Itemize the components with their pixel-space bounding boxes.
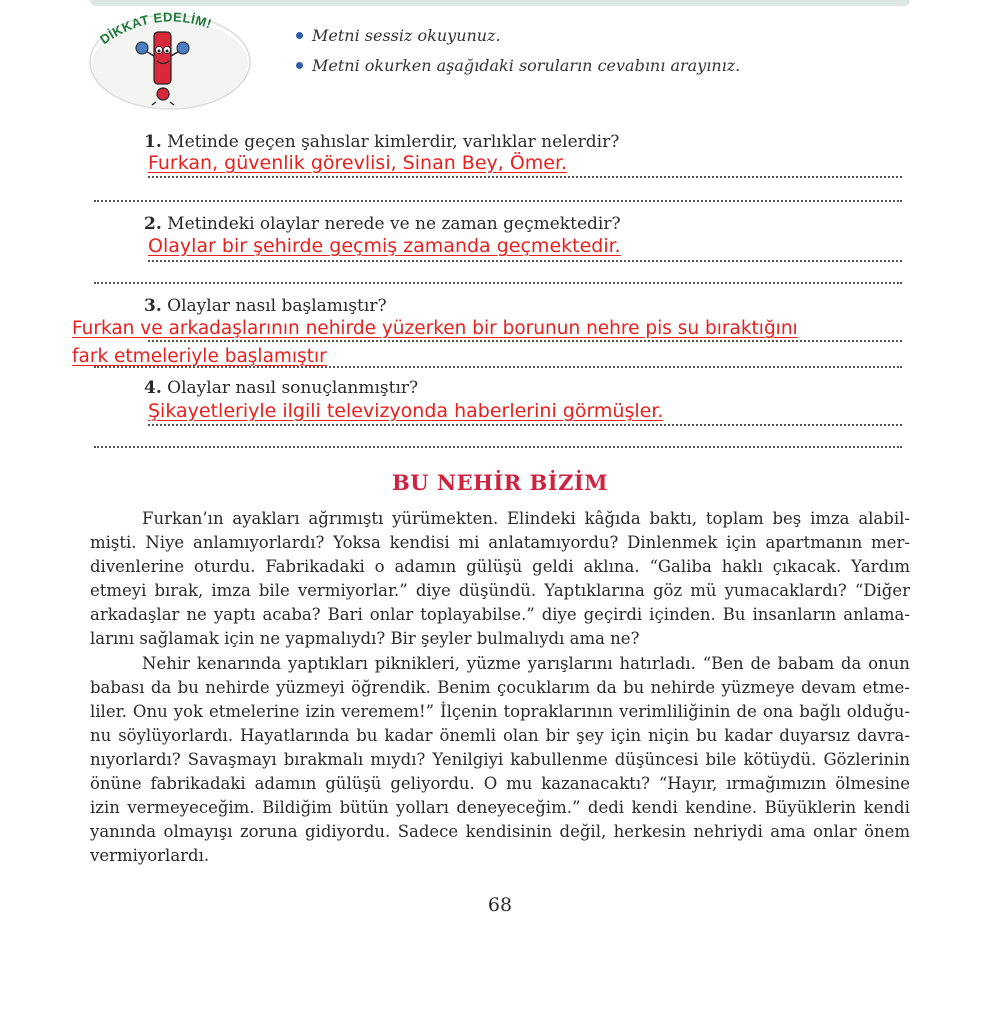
story-paragraph-1 xyxy=(90,507,910,652)
story-word: imza xyxy=(810,509,850,528)
story-word: vermeyeceğim. xyxy=(127,798,255,818)
badge-illustration xyxy=(88,6,252,110)
story-word: yolları xyxy=(396,798,449,818)
answer-line xyxy=(94,282,902,284)
story-word: toplam xyxy=(705,509,764,528)
story-word: kendi xyxy=(863,798,910,818)
instruction-text: Metni okurken aşağıdaki soruların cevabını arayınız. xyxy=(312,55,741,75)
story-word: düşüncesi xyxy=(614,749,699,769)
answer-line xyxy=(148,176,902,178)
story-word: herkesin xyxy=(613,822,687,842)
answer-line xyxy=(148,424,902,426)
story-word: bu xyxy=(623,677,645,697)
story-word: vermiyorlar.” xyxy=(297,581,408,601)
story-word: kenarında xyxy=(196,653,282,673)
story-word: kendisinin xyxy=(465,822,553,842)
story-word: yüzmeye xyxy=(721,677,795,697)
story-word: bile xyxy=(258,581,290,601)
story-word: “Diğer xyxy=(854,581,910,601)
story-word: geldi xyxy=(532,557,574,577)
instruction-item xyxy=(296,50,740,80)
story-line xyxy=(90,700,910,724)
story-word: insanların xyxy=(752,605,837,625)
story-word: mü xyxy=(690,581,717,601)
story-word: yaptı xyxy=(213,605,256,625)
question-1 xyxy=(144,132,619,152)
story-word: Büyüklerin xyxy=(764,798,857,818)
story-word: çocuklarım xyxy=(497,677,591,697)
story-word: piknikleri, xyxy=(374,653,460,673)
story-word: da xyxy=(596,677,617,697)
story-word: gülüşü xyxy=(466,557,523,577)
story-word: divenlerine xyxy=(90,557,185,577)
story-word: zoruna xyxy=(239,822,298,842)
story-word: düşündü. xyxy=(458,581,537,601)
instructions-list xyxy=(296,20,740,80)
story-word: Bu xyxy=(722,605,746,625)
story-word: etmeyi xyxy=(90,581,147,601)
story-title: BU NEHİR BİZİM xyxy=(392,470,608,495)
story-word: oturdu. xyxy=(194,557,256,577)
question-3 xyxy=(144,296,387,316)
bullet-icon xyxy=(296,32,303,39)
story-line xyxy=(90,724,910,748)
bullet-icon xyxy=(296,62,303,69)
question-text: Olaylar nasıl başlamıştır? xyxy=(167,296,387,316)
story-word: babası xyxy=(90,677,145,697)
story-word: bu xyxy=(177,677,199,697)
story-word: etmelerine xyxy=(208,701,300,721)
story-word: adamın xyxy=(254,774,317,794)
story-word: onlar xyxy=(813,822,857,842)
story-body xyxy=(90,507,910,868)
story-word: geçirdi xyxy=(583,605,643,625)
story-word: önemli xyxy=(439,725,496,745)
story-line xyxy=(90,748,910,772)
story-word: bağlı xyxy=(799,701,841,721)
story-word: izin xyxy=(90,798,120,818)
story-word: mu xyxy=(506,774,533,794)
question-4 xyxy=(144,378,418,398)
answer-2-line-1: Olaylar bir şehirde geçmiş zamanda geçmektedir. xyxy=(148,235,621,257)
story-word: bir xyxy=(545,725,570,745)
story-word: liler. xyxy=(90,701,127,721)
story-word: duyarsız xyxy=(779,725,850,745)
story-word: bu xyxy=(356,725,378,745)
story-word: hatırladı. xyxy=(619,653,696,673)
story-line xyxy=(90,676,910,700)
story-word: arkadaşlar xyxy=(90,605,180,625)
answer-line xyxy=(148,340,902,342)
question-number: 2. xyxy=(144,214,162,234)
story-word: mişti. xyxy=(90,533,137,553)
story-word: anlamıyorlardı? xyxy=(192,533,325,553)
badge-text: DİKKAT EDELİM! xyxy=(97,9,214,48)
story-word: kendi xyxy=(631,798,678,818)
answer-3-line-1: Furkan ve arkadaşlarının nehirde yüzerken bir borunun nehre pis su bıraktığını xyxy=(72,318,798,339)
story-word: mer- xyxy=(871,533,910,553)
story-word: Furkan’ın xyxy=(142,509,224,528)
story-word: babam xyxy=(777,653,835,673)
story-word: Bildiğim xyxy=(262,798,333,818)
page-number: 68 xyxy=(487,894,513,916)
story-line xyxy=(90,772,910,796)
story-word: söylüyorlardı. xyxy=(118,725,234,745)
story-word: Gözlerinin xyxy=(823,749,910,769)
story-word: beş xyxy=(772,509,802,528)
story-word: yarışlarını xyxy=(527,653,613,673)
story-word: şey xyxy=(576,725,604,745)
story-word: yumacaklardı? xyxy=(724,581,847,601)
story-word: çıkacak. xyxy=(772,557,842,577)
story-word: yüzmeyi xyxy=(276,677,345,697)
story-word: bırak, xyxy=(154,581,204,601)
story-word: alabil- xyxy=(858,509,910,528)
story-word: topraklarının xyxy=(503,701,614,721)
answer-4-line-1: Şikayetleriyle ilgili televizyonda haberlerini görmüşler. xyxy=(148,400,664,422)
story-word: kâğıda xyxy=(584,509,641,528)
story-word: fabrikadaki xyxy=(150,774,246,794)
story-word: Yoksa xyxy=(333,533,381,553)
story-word: anlama- xyxy=(843,605,910,625)
story-word: kazanacaktı? xyxy=(541,774,650,794)
story-line xyxy=(90,531,910,555)
story-word: gülüşü xyxy=(325,774,382,794)
story-word: Elindeki xyxy=(507,509,576,528)
story-word: olduğu- xyxy=(846,701,910,721)
story-word: kötüydü. xyxy=(743,749,817,769)
story-word: Benim xyxy=(437,677,491,697)
story-word: olmayışı xyxy=(163,822,233,842)
story-paragraph-2 xyxy=(90,652,910,869)
story-word: ayakları xyxy=(232,509,300,528)
story-word: göz xyxy=(652,581,683,601)
story-word: değil, xyxy=(559,822,607,842)
story-word: yürümekten. xyxy=(392,509,499,528)
story-word: devam xyxy=(801,677,857,697)
story-word: haklı xyxy=(721,557,763,577)
story-word: Bari xyxy=(327,605,363,625)
story-word: toplayabilse.” xyxy=(420,605,535,625)
story-word: diye xyxy=(415,581,451,601)
question-2 xyxy=(144,214,621,234)
story-word: baktı, xyxy=(649,509,698,528)
question-number: 1. xyxy=(144,132,162,152)
story-word: kabullenme xyxy=(510,749,608,769)
story-word: nıyorlardı? xyxy=(90,749,181,769)
story-word: öğrendik. xyxy=(351,677,431,697)
story-word: diye xyxy=(541,605,577,625)
story-word: ölmesine xyxy=(835,774,910,794)
story-word: “Hayır, xyxy=(658,774,718,794)
answer-line xyxy=(148,260,902,262)
story-word: nehriydi xyxy=(693,822,763,842)
question-text: Metinde geçen şahıslar kimlerdir, varlıklar nelerdir? xyxy=(167,132,620,152)
answer-3-line-2: fark etmeleriyle başlamıştır xyxy=(72,346,327,367)
story-word: da xyxy=(150,677,172,697)
answer-line xyxy=(94,200,902,202)
story-word: nehirde xyxy=(650,677,716,697)
story-word: de xyxy=(736,701,757,721)
story-word: “Ben xyxy=(702,653,744,673)
story-word: Dinlenmek xyxy=(627,533,718,553)
story-word: için xyxy=(610,725,642,745)
story-line: larını sağlamak için ne yapmalıydı? Bir şeyler bulmalıydı ama ne? xyxy=(90,629,640,649)
story-word: önem xyxy=(864,822,910,842)
story-word: yanında xyxy=(90,822,157,842)
story-word: izin xyxy=(305,701,336,721)
story-word: Onu xyxy=(132,701,168,721)
story-word: ama xyxy=(770,822,806,842)
story-word: de xyxy=(750,653,771,673)
story-line xyxy=(90,652,910,676)
story-word: gidiyordu. xyxy=(305,822,391,842)
story-word: aklına. xyxy=(583,557,640,577)
story-word: Yenilgiyi xyxy=(432,749,504,769)
dikkat-edelim-badge xyxy=(88,6,252,110)
story-line: vermiyorlardı. xyxy=(90,846,210,866)
story-word: imza xyxy=(211,581,251,601)
story-word: kendisi xyxy=(389,533,450,553)
question-number: 3. xyxy=(144,296,162,316)
story-word: Fabrikadaki xyxy=(265,557,365,577)
story-word: onun xyxy=(868,653,910,673)
story-word: ağrımıştı xyxy=(308,509,384,528)
instruction-item xyxy=(296,20,740,50)
question-text: Olaylar nasıl sonuçlanmıştır? xyxy=(167,378,419,398)
story-word: yaptıkları xyxy=(288,653,368,673)
story-word: geliyordu. xyxy=(390,774,475,794)
question-number: 4. xyxy=(144,378,162,398)
instruction-text: Metni sessiz okuyunuz. xyxy=(312,25,501,45)
story-word: nehirde xyxy=(205,677,270,697)
answer-line xyxy=(94,446,902,448)
story-word: mıydı? xyxy=(370,749,426,769)
story-word: acaba? xyxy=(262,605,321,625)
story-word: Hayatlarında xyxy=(240,725,350,745)
story-word: bütün xyxy=(339,798,389,818)
story-word: Savaşmayı xyxy=(187,749,277,769)
story-word: Yaptıklarına xyxy=(544,581,645,601)
story-word: kendine. xyxy=(685,798,758,818)
story-line xyxy=(90,579,910,603)
story-word: Nehir xyxy=(142,653,190,673)
story-word: mi xyxy=(458,533,480,553)
story-word: veremem!” xyxy=(341,701,435,721)
story-word: apartmanın xyxy=(765,533,863,553)
story-word: ne xyxy=(186,605,207,625)
story-word: dedi xyxy=(587,798,625,818)
story-line xyxy=(90,555,910,579)
story-word: içinden. xyxy=(649,605,716,625)
story-word: “Galiba xyxy=(649,557,712,577)
story-word: bile xyxy=(705,749,737,769)
story-word: nu xyxy=(90,725,112,745)
story-word: İlçenin xyxy=(440,701,498,721)
answer-line xyxy=(94,366,902,368)
story-word: Sadece xyxy=(397,822,459,842)
story-word: Yardım xyxy=(851,557,910,577)
story-word: ırmağımızın xyxy=(726,774,827,794)
story-word: kadar xyxy=(384,725,433,745)
story-word: bırakmalı xyxy=(283,749,364,769)
story-word: O xyxy=(483,774,498,794)
story-word: da xyxy=(840,653,862,673)
story-word: olan xyxy=(502,725,539,745)
story-word: o xyxy=(374,557,385,577)
story-word: kadar xyxy=(724,725,773,745)
story-word: anlatamıyordu? xyxy=(488,533,619,553)
story-word: niçin xyxy=(648,725,690,745)
story-line xyxy=(90,603,910,627)
story-word: yüzme xyxy=(466,653,521,673)
story-word: davra- xyxy=(856,725,910,745)
story-line xyxy=(90,796,910,820)
story-word: için xyxy=(726,533,757,553)
answer-1-line-1: Furkan, güvenlik görevlisi, Sinan Bey, Ömer. xyxy=(148,152,568,174)
story-word: Niye xyxy=(145,533,185,553)
story-word: önüne xyxy=(90,774,142,794)
story-word: deneyeceğim.” xyxy=(456,798,581,818)
story-word: verimliliğinin xyxy=(619,701,731,721)
story-word: onlar xyxy=(369,605,414,625)
story-line xyxy=(90,820,910,844)
story-line xyxy=(90,507,910,531)
story-word: adamın xyxy=(394,557,457,577)
story-word: etme- xyxy=(862,677,910,697)
question-text: Metindeki olaylar nerede ve ne zaman geçmektedir? xyxy=(167,214,621,234)
story-word: ona xyxy=(762,701,794,721)
story-word: yok xyxy=(173,701,203,721)
story-word: bu xyxy=(696,725,718,745)
